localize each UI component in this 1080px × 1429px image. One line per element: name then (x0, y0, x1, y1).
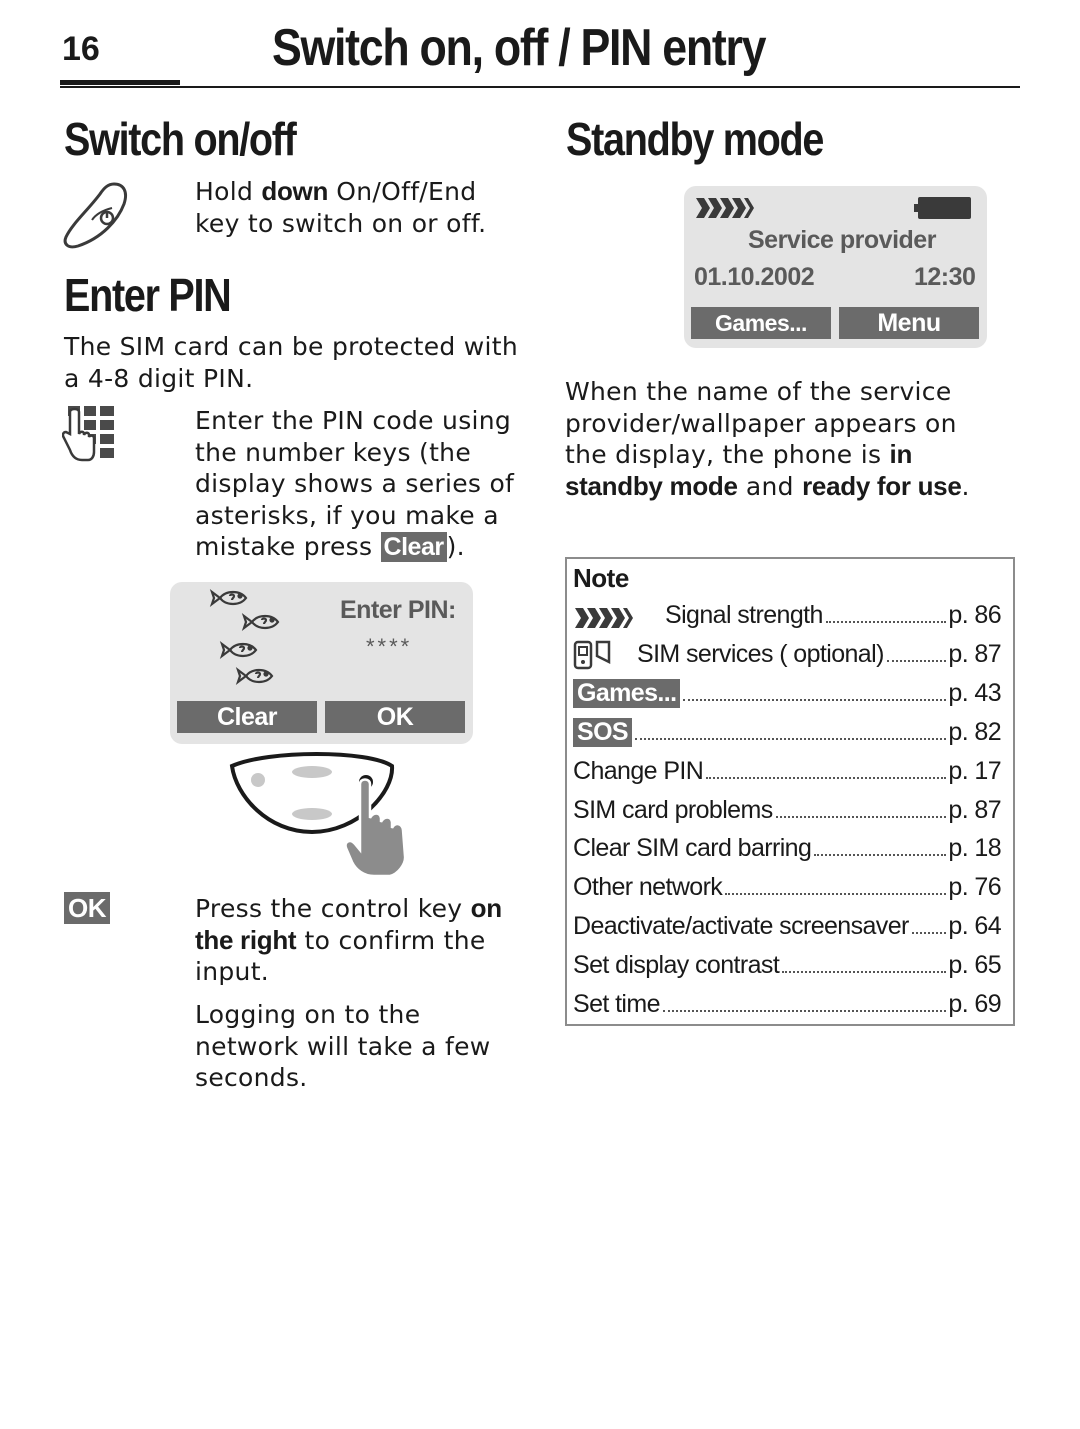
ok-key-label: OK (64, 892, 110, 924)
note-item-other-network[interactable]: Other network p. 76 (573, 873, 1001, 901)
menu-soft-key[interactable]: Menu (839, 307, 979, 339)
standby-date: 01.10.2002 (694, 263, 815, 291)
note-item-sos[interactable]: SOS p. 82 (573, 718, 1001, 752)
battery-icon (914, 196, 972, 220)
note-item-display-contrast[interactable]: Set display contrast p. 65 (573, 951, 1001, 979)
pin-entry-screen (170, 582, 473, 744)
note-item-games[interactable]: Games... p. 43 (573, 679, 1001, 713)
control-key-press-illustration (228, 752, 418, 878)
signal-strength-icon (694, 196, 756, 220)
clear-key-inline: Clear (381, 532, 447, 562)
note-item-clear-sim-barring[interactable]: Clear SIM card barring p. 18 (573, 834, 1001, 862)
switch-on-off-text: Hold down On/Off/End key to switch on or off. (195, 176, 487, 238)
enter-pin-intro: The SIM card can be protected with a 4-8 digit PIN. (64, 332, 519, 393)
standby-time: 12:30 (914, 263, 976, 291)
note-title: Note (573, 563, 629, 593)
header-rule (60, 86, 1020, 88)
fish-animation-icon (206, 584, 296, 696)
page-number: 16 (62, 30, 100, 68)
confirm-instruction: Press the control key on the right to confirm the input. (195, 893, 502, 986)
end-key-icon (62, 180, 130, 250)
note-item-sim-services[interactable]: SIM services ( optional) p. 87 (573, 640, 1001, 674)
switch-on-off-heading: Switch on/off (64, 113, 296, 165)
keypad-hand-icon (62, 404, 120, 466)
enter-pin-instruction: Enter the PIN code using the number keys (the display shows a series of asterisks, if you make a mistake press Clear ). (195, 406, 515, 561)
pin-prompt: Enter PIN: (340, 596, 456, 624)
standby-description: When the name of the service provider/wallpaper appears on the display, the phone is in standby mode and ready for use. (565, 377, 970, 501)
games-soft-key[interactable]: Games... (691, 307, 831, 339)
note-item-screensaver[interactable]: Deactivate/activate screensaver p. 64 (573, 912, 1001, 940)
enter-pin-heading: Enter PIN (64, 269, 231, 321)
logging-on-text: Logging on to the network will take a few seconds. (195, 1000, 491, 1092)
page-number-underline (60, 80, 180, 85)
note-item-sim-card-problems[interactable]: SIM card problems p. 87 (573, 796, 1001, 824)
standby-screen (684, 186, 987, 348)
page-title: Switch on, off / PIN entry (272, 19, 766, 77)
note-item-signal-strength[interactable]: Signal strength p. 86 (573, 601, 1001, 635)
ok-soft-key[interactable]: OK (325, 701, 465, 733)
pin-masked-value: **** (366, 634, 413, 659)
signal-strength-icon (573, 606, 635, 630)
note-item-set-time[interactable]: Set time p. 69 (573, 990, 1001, 1018)
clear-soft-key[interactable]: Clear (177, 701, 317, 733)
service-provider-text: Service provider (748, 226, 936, 254)
sim-services-icon (573, 640, 613, 674)
note-item-change-pin[interactable]: Change PIN p. 17 (573, 757, 1001, 785)
standby-heading: Standby mode (566, 113, 824, 165)
note-box (565, 557, 1015, 1026)
